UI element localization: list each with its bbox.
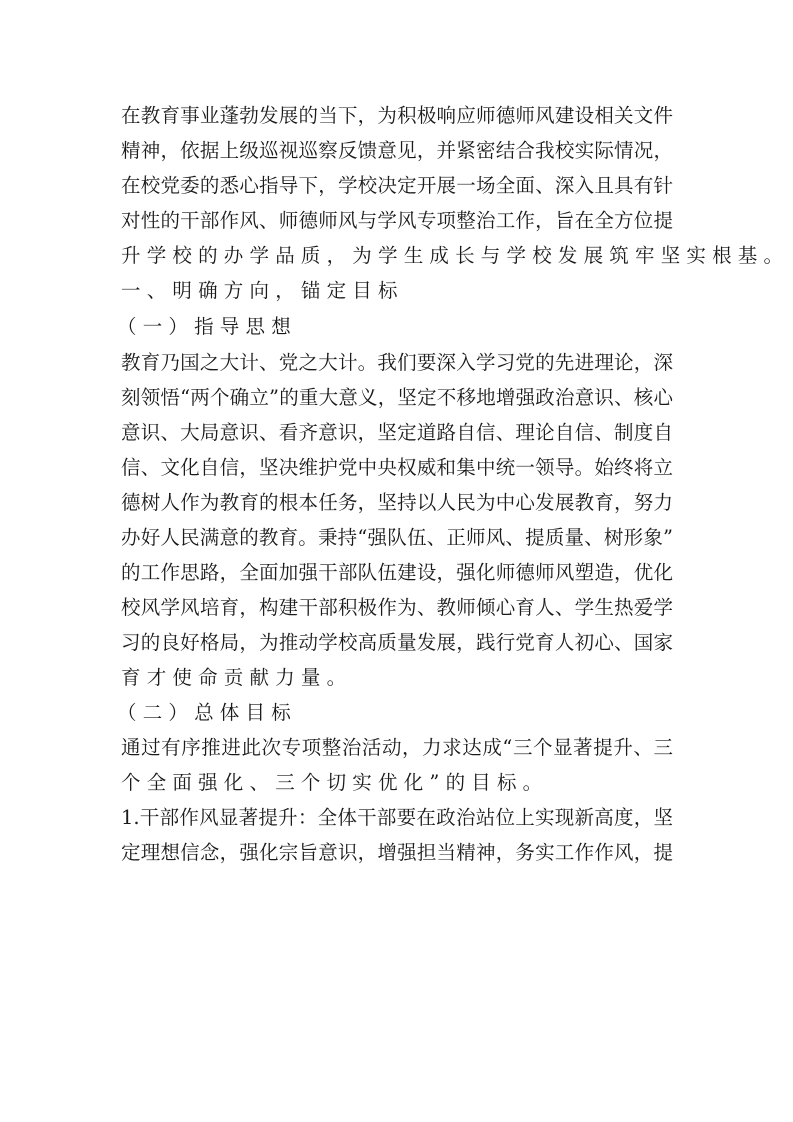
text-line: 精神，依据上级巡视巡察反馈意见，并紧密结合我校实际情况， [121, 139, 673, 162]
text-line: 升学校的办学品质，为学生成长与学校发展筑牢坚实根基。 [121, 244, 790, 267]
text-line: 习的良好格局，为推动学校高质量发展，践行党育人初心、国家 [121, 631, 673, 654]
text-line: 通过有序推进此次专项整治活动，力求达成“三个显著提升、三 [121, 736, 673, 759]
text-line: 的工作思路，全面加强干部队伍建设，强化师德师风塑造，优化 [121, 561, 673, 584]
section-heading: 一、明确方向，锚定目标 [121, 279, 404, 302]
text-line: 1.干部作风显著提升：全体干部要在政治站位上实现新高度，坚 [121, 806, 673, 829]
subsection-heading-guiding-ideology: （一）指导思想 [117, 315, 297, 338]
text-line: 育才使命贡献力量。 [121, 666, 353, 689]
text-line: 个全面强化、三个切实优化”的目标。 [121, 771, 549, 794]
text-line: 在教育事业蓬勃发展的当下，为积极响应师德师风建设相关文件 [121, 104, 673, 127]
text-line: 德树人作为教育的根本任务，坚持以人民为中心发展教育，努力 [121, 491, 673, 514]
text-line: 在校党委的悉心指导下，学校决定开展一场全面、深入且具有针 [121, 174, 673, 197]
text-line: 办好人民满意的教育。秉持“强队伍、正师风、提质量、树形象” [121, 526, 673, 549]
text-line: 对性的干部作风、师德师风与学风专项整治工作，旨在全方位提 [121, 209, 673, 232]
text-line: 教育乃国之大计、党之大计。我们要深入学习党的先进理论，深 [121, 351, 673, 374]
text-line: 意识、大局意识、看齐意识，坚定道路自信、理论自信、制度自 [121, 421, 673, 444]
text-line: 刻领悟“两个确立”的重大意义，坚定不移地增强政治意识、核心 [121, 386, 673, 409]
text-line: 信、文化自信，坚决维护党中央权威和集中统一领导。始终将立 [121, 456, 673, 479]
subsection-heading-overall-goal: （二）总体目标 [117, 701, 297, 724]
text-line: 校风学风培育，构建干部积极作为、教师倾心育人、学生热爱学 [121, 596, 673, 619]
text-line: 定理想信念，强化宗旨意识，增强担当精神，务实工作作风，提 [121, 841, 673, 864]
